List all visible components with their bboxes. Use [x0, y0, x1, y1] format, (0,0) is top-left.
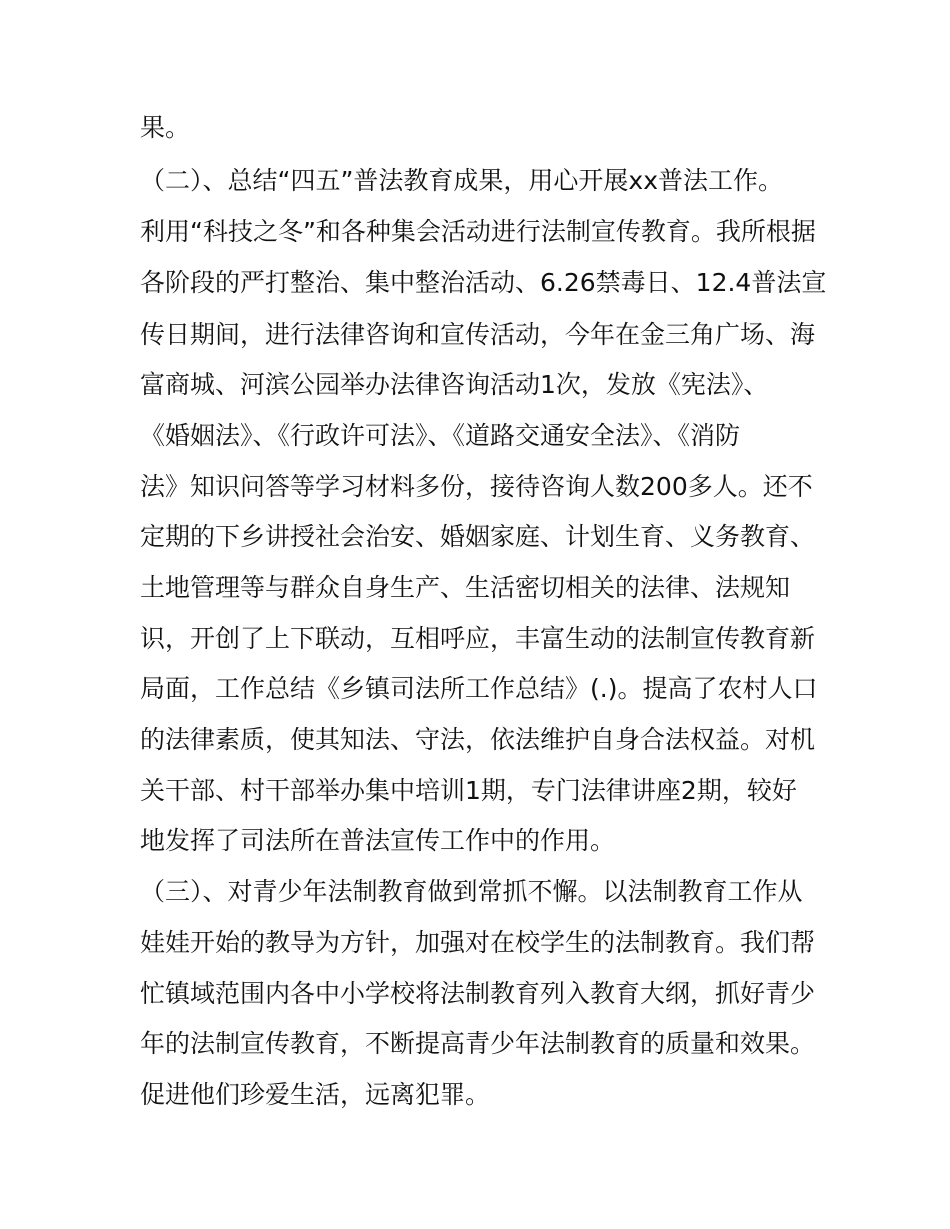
text-line: 促进他们珍爱生活，远离犯罪。	[140, 1080, 491, 1109]
text-line: 局面，工作总结《乡镇司法所工作总结》(.)。提高了农村人口	[140, 674, 818, 703]
text-line: 利用“科技之冬”和各种集会活动进行法制宣传教育。我所根据	[140, 217, 816, 246]
text-line: 忙镇域范围内各中小学校将法制教育列入教育大纲，抓好青少	[140, 979, 816, 1008]
text-line: 识，开创了上下联动，互相呼应，丰富生动的法制宣传教育新	[140, 624, 816, 653]
text-line: 的法律素质，使其知法、守法，依法维护自身合法权益。对机	[140, 725, 816, 754]
text-line: （三）、对青少年法制教育做到常抓不懈。以法制教育工作从	[140, 877, 803, 906]
text-line: 娃娃开始的教导为方针，加强对在校学生的法制教育。我们帮	[140, 928, 816, 957]
text-line: 富商城、河滨公园举办法律咨询活动1次，发放《宪法》、	[140, 370, 769, 399]
text-line: 定期的下乡讲授社会治安、婚姻家庭、计划生育、义务教育、	[140, 522, 816, 551]
text-line: （二）、总结“四五”普法教育成果，用心开展xx普法工作。	[140, 166, 783, 195]
text-line: 关干部、村干部举办集中培训1期，专门法律讲座2期，较好	[140, 776, 797, 805]
text-line: 果。	[140, 113, 191, 142]
text-line: 法》知识问答等学习材料多份，接待咨询人数200多人。还不	[140, 472, 813, 501]
text-line: 土地管理等与群众自身生产、生活密切相关的法律、法规知	[140, 573, 791, 602]
text-line: 《婚姻法》、《行政许可法》、《道路交通安全法》、《消防	[140, 421, 741, 450]
text-line: 各阶段的严打整治、集中整治活动、6.26禁毒日、12.4普法宣	[140, 268, 827, 297]
text-line: 地发挥了司法所在普法宣传工作中的作用。	[140, 826, 616, 855]
text-line: 年的法制宣传教育，不断提高青少年法制教育的质量和效果。	[140, 1029, 816, 1058]
text-line: 传日期间，进行法律咨询和宣传活动，今年在金三角广场、海	[140, 320, 816, 349]
